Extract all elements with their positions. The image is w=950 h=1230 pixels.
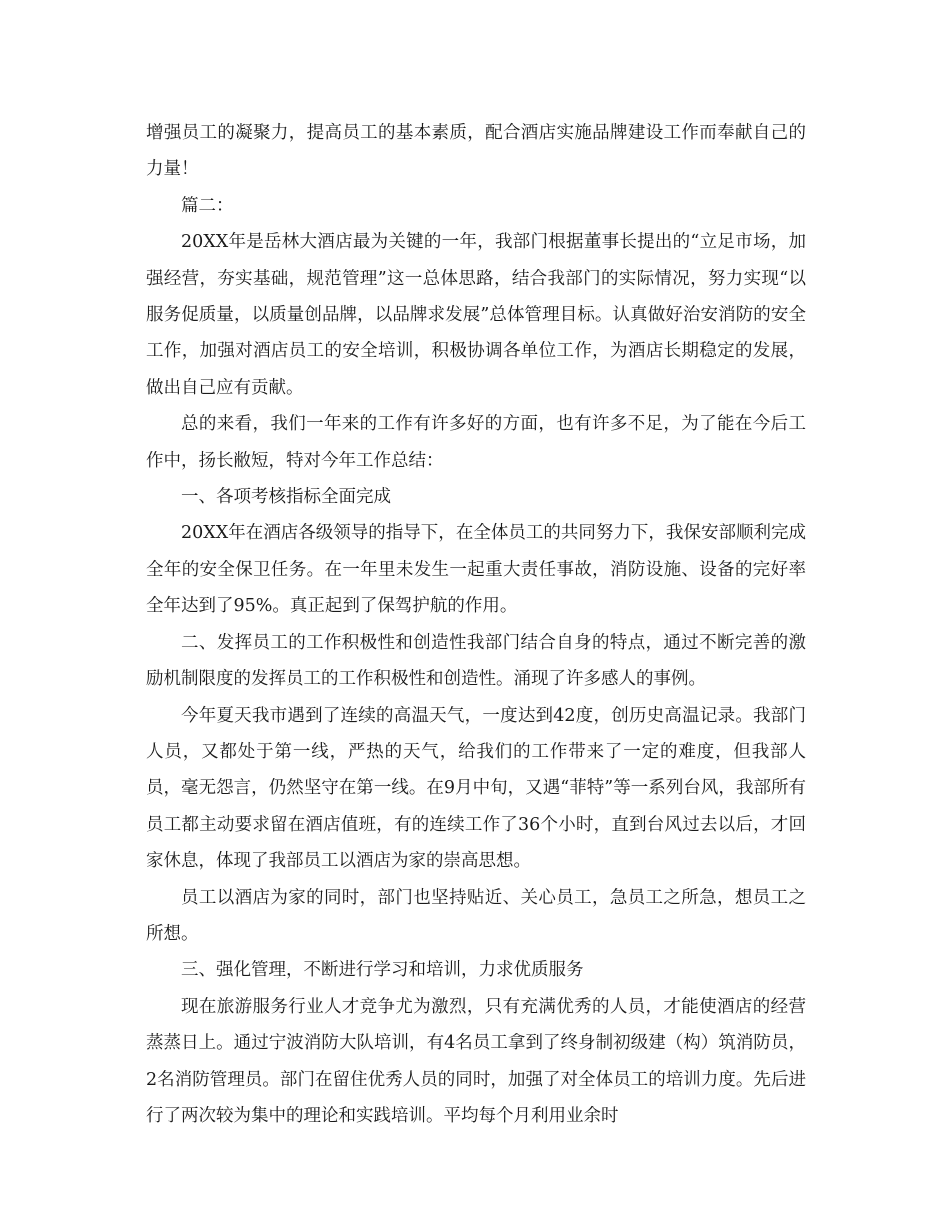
section-heading: 篇二： [181,195,234,216]
section-heading: 一、各项考核指标全面完成 [181,487,391,508]
paragraph: 20XX年是岳林大酒店最为关键的一年，我部门根据董事长提出的“立足市场，加强经营，夯实基础，规范管理”这一总体思路，结合我部门的实际情况，努力实现“以服务促质量，以质量创品牌，以品牌求发展”总体管理目标。认真做好治安消防的安全工作，加强对酒店员工的安全培训，积极协调各单位工作，为酒店长期稳定的发展，做出自己应有贡献。 [146,232,806,398]
paragraph: 员工以酒店为家的同时，部门也坚持贴近、关心员工，急员工之所急，想员工之所想。 [146,887,806,944]
paragraph: 现在旅游服务行业人才竞争尤为激烈，只有充满优秀的人员，才能使酒店的经营蒸蒸日上。通过宁波消防大队培训，有4名员工拿到了终身制初级建（构）筑消防员，2名消防管理员。部门在留住优秀人员的同时，加强了对全体员工的培训力度。先后进行了两次较为集中的理论和实践培训。平均每个月利用业余时 [146,996,806,1126]
paragraph: 20XX年在酒店各级领导的指导下，在全体员工的共同努力下，我保安部顺利完成全年的安全保卫任务。在一年里未发生一起重大责任事故，消防设施、设备的完好率全年达到了95%。真正起到了保驾护航的作用。 [146,523,806,617]
paragraph: 增强员工的凝聚力，提高员工的基本素质，配合酒店实施品牌建设工作而奉献自己的力量！ [146,123,806,180]
document-body [146,115,806,1134]
section-heading: 二、发挥员工的工作积极性和创造性我部门结合自身的特点，通过不断完善的激励机制限度的发挥员工的工作积极性和创造性。涌现了许多感人的事例。 [146,632,806,690]
paragraph: 今年夏天我市遇到了连续的高温天气，一度达到42度，创历史高温记录。我部门人员，又都处于第一线，严热的天气，给我们的工作带来了一定的难度，但我部人员，毫无怨言，仍然坚守在第一线。在9月中旬，又遇“菲特”等一系列台风，我部所有员工都主动要求留在酒店值班，有的连续工作了36个小时，直到台风过去以后，才回家休息，体现了我部员工以酒店为家的崇高思想。 [146,705,806,872]
paragraph: 总的来看，我们一年来的工作有许多好的方面，也有许多不足，为了能在今后工作中，扬长敝短，特对今年工作总结： [146,414,806,471]
section-heading: 三、强化管理，不断进行学习和培训，力求优质服务 [181,960,584,981]
